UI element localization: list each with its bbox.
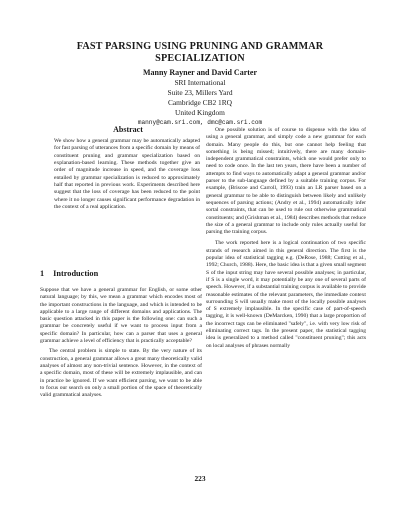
paper-title-line-2: SPECIALIZATION (155, 53, 245, 64)
paper-title-line-1: FAST PARSING USING PRUNING AND GRAMMAR (76, 41, 324, 52)
section-number: 1 (40, 269, 45, 278)
section-title: Introduction (53, 269, 99, 278)
right-column-body (206, 127, 366, 350)
affiliation-line-3: Cambridge CB2 1RQ (167, 98, 233, 107)
paragraph: Suppose that we have a general grammar for English, or some other natural language; by this, we mean a grammar which encodes most of the important constructions in the language, and which is intended to be applicable to a large range of different domains and applications. The basic question attacked in this paper is the following one: can such a grammar be concretely useful if we want to process input from a specific domain? In particular, how can a parser that uses a general grammar achieve a level of efficiency that is practically acceptable? (40, 287, 202, 345)
page-number: 223 (194, 474, 206, 483)
affiliation-line-2: Suite 23, Millers Yard (167, 88, 233, 97)
authors: Manny Rayner and David Carter (142, 68, 258, 77)
abstract-heading: Abstract (113, 125, 143, 134)
left-column-body (40, 287, 202, 399)
affiliation-line-4: United Kingdom (175, 108, 225, 117)
abstract-text: We show how a general grammar may be automatically adapted for fast parsing of utterances from a specific domain by means of constituent pruning and grammar specialization based on explanation-based learning. These methods together give an order of magnitude increase in speed, and the coverage loss entailed by grammar specialization is reduced to approximately half that reported in previous work. Experiments described here suggest that the loss of coverage has been reduced to the point where it no longer causes significant performance degradation in the context of a real application. (54, 138, 200, 211)
paragraph: One possible solution is of course to dispense with the idea of using a general grammar, and simply code a new grammar for each domain. Many people do this, but one cannot help feeling that something is being missed; intuitively, there are many domain-independent grammatical constraints, which one would prefer only to need to code once. In the last ten years, there have been a number of attempts to find ways to automatically adapt a general grammar and/or parser to the sub-language defined by a suitable training corpus. For example, (Briscoe and Carroll, 1993) train an LR parser based on a general grammar to be able to distinguish between likely and unlikely sequences of parsing actions; (Andry et al., 1994) automatically infer sortal constraints, that can be used to rule out otherwise grammatical constituents; and (Grishman et al., 1984) describes methods that reduce the size of a general grammar to include only rules actually useful for parsing the training corpus. (206, 127, 366, 236)
paragraph: The central problem is simple to state. By the very nature of its construction, a general grammar allows a great many theoretically valid analyses of almost any non-trivial sentence. However, in the context of a specific domain, most of these will be extremely implausible, and can in practice be ignored. If we want efficient parsing, we want to be able to focus our search on only a small portion of the space of theoretically valid grammatical analyses. (40, 348, 202, 399)
author-emails: manny@cam.sri.com, dmc@cam.sri.com (137, 119, 263, 126)
affiliation-line-1: SRI International (174, 78, 226, 87)
section-heading-introduction (40, 269, 98, 278)
paragraph: The work reported here is a logical continuation of two specific strands of research aimed in this general direction. The first is the popular idea of statistical tagging e.g. (DeRose, 1988; Cutting et al., 1992; Church, 1988). Here, the basic idea is that a given small segment S of the input string may have several possible analyses; in particular, if S is a single word, it may potentially be any one of several parts of speech. However, if a substantial training corpus is available to provide reasonable estimates of the relevant parameters, the immediate context surrounding S will usually make most of the locally possible analyses of S extremely implausible. In the specific case of part-of-speech tagging, it is well-known (DeMarcken, 1990) that a large proportion of the incorrect tags can be eliminated "safely", i.e. with very low risk of eliminating correct tags. In the present paper, the statistical tagging idea is generalized to a method called "constituent pruning"; this acts on local analyses of phrases normally (206, 240, 366, 349)
